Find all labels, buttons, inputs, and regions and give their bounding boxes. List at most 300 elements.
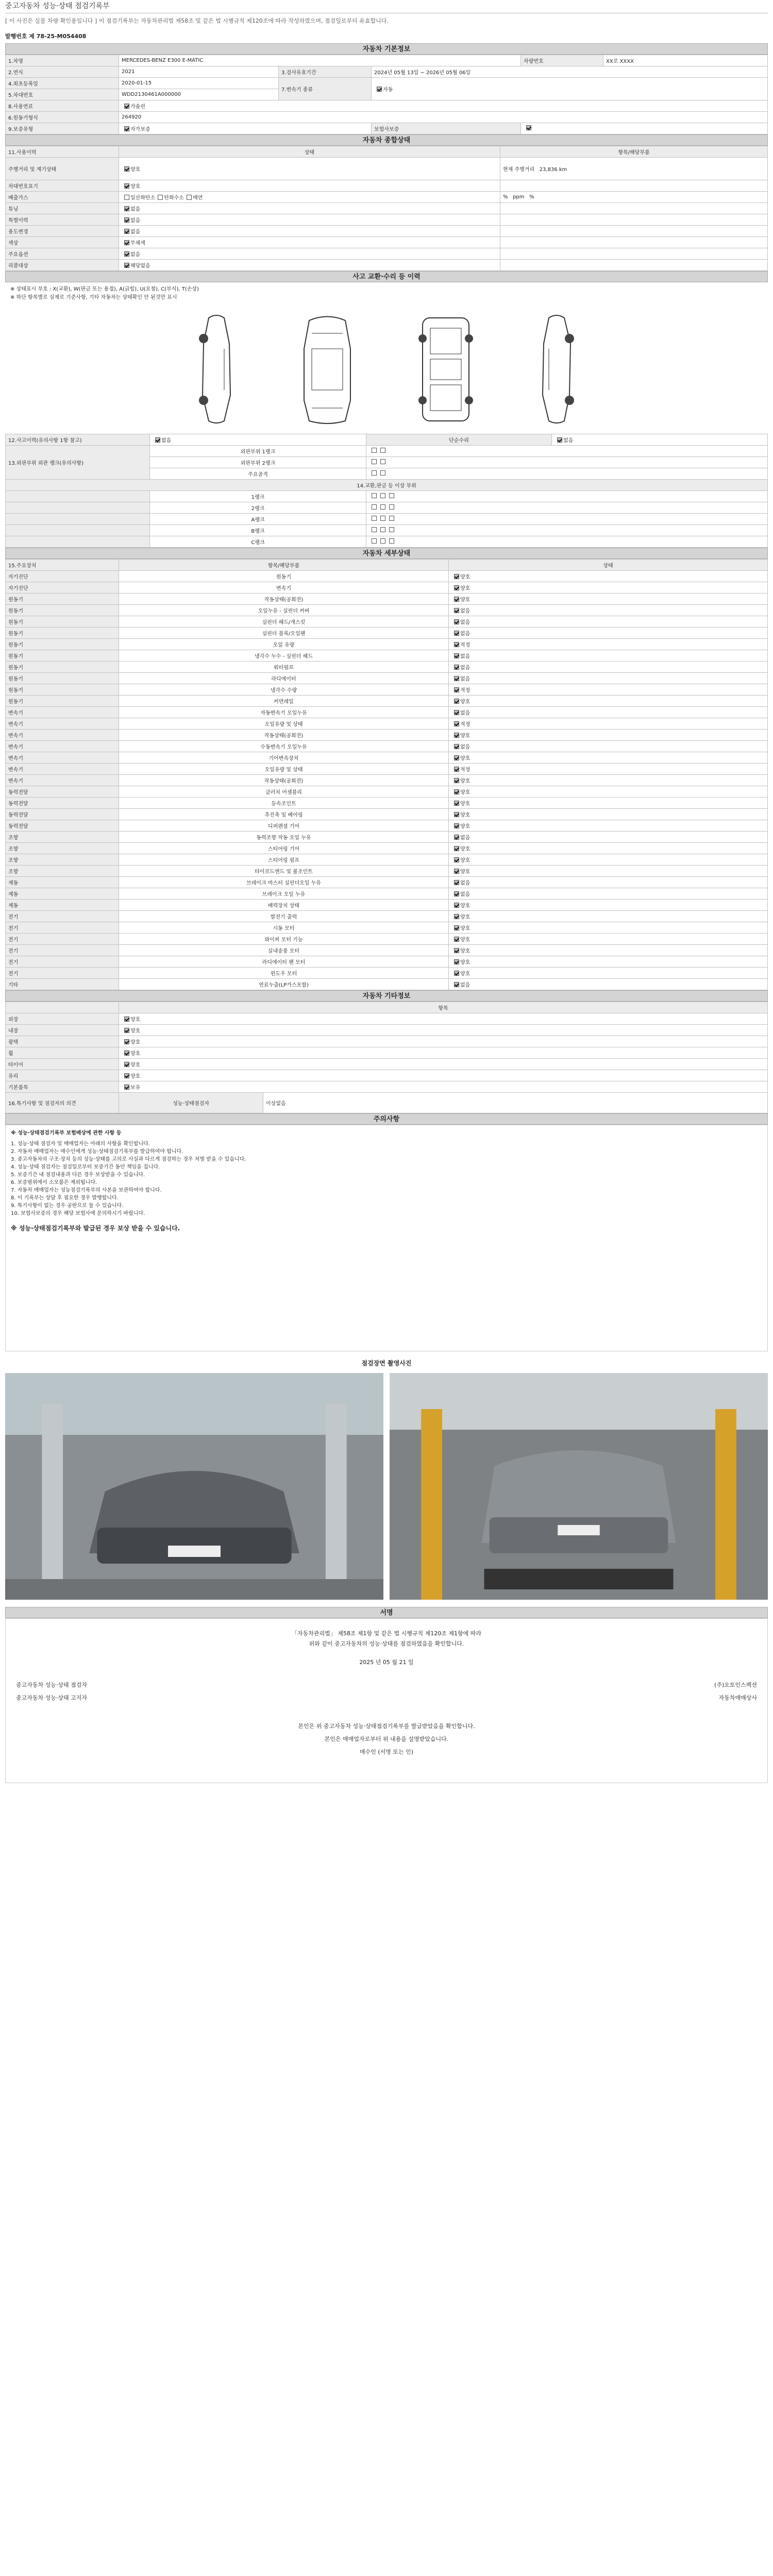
table-row [6,605,768,616]
row-group: 조향 [6,832,119,843]
section-overall-status: 자동차 종합상태 [5,134,768,146]
checkbox-icon [454,982,459,987]
row-status [449,684,768,696]
table-row [6,922,768,934]
label: C랭크 [150,536,366,548]
status-text: 없음 [460,835,470,841]
status-text: 양호 [460,903,470,909]
label: 주행거리 및 계기상태 [6,158,119,180]
table-row [6,934,768,945]
row-item: 자동변속기 오일누유 [119,707,449,718]
row-item: 워터펌프 [119,662,449,673]
row-status [449,843,768,854]
row-status [449,820,768,832]
row-item: 윈도우 모터 [119,968,449,979]
car-bottom-view-icon [415,313,477,426]
value: 없음 [119,226,500,237]
row-item: 브레이크 마스터 실린더오일 누유 [119,877,449,888]
caution-item: 7. 자동차 매매업자는 성능점검기록부의 사본을 보관하여야 합니다. [11,1188,162,1193]
value: 없음 [119,203,500,214]
label: 항목/해당부품 [500,146,768,158]
row-group: 변속기 [6,730,119,741]
table-row [6,820,768,832]
row-item: 동력조향 작동 오일 누유 [119,832,449,843]
checkbox-icon [454,608,459,613]
row-status [449,888,768,900]
status-text: 적정 [460,642,470,648]
row-item: 오일 유량 [119,639,449,650]
row-item: 브레이크 오일 누유 [119,888,449,900]
status-text: 없음 [460,631,470,637]
value: % ppm % [500,192,768,203]
photos-title: 점검장면 촬영사진 [361,1360,412,1367]
checkbox-icon [454,971,459,976]
value: 양호 [119,158,500,180]
value: 2024년 05월 13일 ~ 2026년 05월 06일 [372,66,768,78]
checkbox-icon [454,903,459,908]
row-group: 변속기 [6,718,119,730]
table-row [6,730,768,741]
caution-item: 9. 특기사항이 없는 경우 공란으로 둘 수 있습니다. [11,1203,124,1209]
checkbox-icon [454,914,459,919]
page-title: 중고자동차 성능·상태 점검기록부 [5,2,110,10]
value: 없음 [150,434,366,446]
status-text: 양호 [460,914,470,920]
checkbox-icon [454,880,459,885]
row-group: 기타 [6,979,119,990]
table-row [6,888,768,900]
label: 보험사보증 [372,123,521,134]
section-other-info: 자동차 기타정보 [5,990,768,1002]
caution-item: 4. 성능·상태 점검자는 점검일로부터 보증기간 동안 책임을 집니다. [11,1164,160,1170]
row-status [449,866,768,877]
table-row [6,741,768,752]
label: 외판부위 1랭크 [150,446,366,457]
label: 휠 [6,1047,119,1059]
row-item: 추진축 및 베어링 [119,809,449,820]
row-item: 기어변속장치 [119,752,449,764]
row-group: 제동 [6,900,119,911]
label: 특별이력 [6,214,119,226]
legend-text: ※ 상태표시 부호 : X(교환), W(판금 또는 용접), A(긁힘), U(요철), C(부식), T(손상) ※ 하단 항목별로 실제로 기준사항, 기타 자동차는 상태확인 안 된것만 표시 [10,286,199,300]
signer-label: 중고자동차 성능·상태 고지자 [16,1694,88,1701]
car-left-view-icon [193,313,240,426]
row-status [449,741,768,752]
row-group: 전기 [6,968,119,979]
table-row [6,775,768,786]
status-text: 양호 [460,948,470,954]
caution-item: 8. 이 기록부는 상담 후 필요한 경우 발행합니다. [11,1195,119,1201]
row-group: 조향 [6,854,119,866]
checkbox-icon [454,653,459,658]
row-status [449,605,768,616]
sign-text: 위와 같이 중고자동차의 성능·상태를 점검하였음을 확인합니다. [309,1640,464,1647]
label: 5.차대번호 [6,89,119,100]
label: 15.주요장치 [6,560,119,571]
checkbox-icon [454,925,459,930]
status-text: 양호 [460,824,470,829]
row-status [449,594,768,605]
page-header [5,0,768,13]
row-item: 작동상태(공회전) [119,730,449,741]
row-item: 실린더 블록/오일팬 [119,628,449,639]
row-status [449,922,768,934]
value: 양호 [119,180,500,192]
table-row [6,877,768,888]
row-item: 스티어링 펌프 [119,854,449,866]
label: 7.변속기 종류 [279,78,372,100]
checkbox-icon [454,619,459,624]
label: 주요골격 [150,468,366,480]
table-row [6,752,768,764]
caution-heading-2: ※ 성능·상태점검기록부와 발급된 경우 보상 받을 수 있습니다. [11,1225,180,1232]
label: 16.특기사항 및 점검자의 의견 [6,1093,119,1113]
sign-date: 2025 년 05 월 21 일 [359,1659,414,1666]
table-row [6,900,768,911]
row-group: 동력전달 [6,809,119,820]
table-row [6,696,768,707]
value: 없음 [119,214,500,226]
inspection-photos [5,1373,768,1600]
label: 내장 [6,1025,119,1036]
checkbox-icon [454,778,459,783]
row-status [449,764,768,775]
row-item: 작동상태(공회전) [119,594,449,605]
row-item: 시동 모터 [119,922,449,934]
row-status [449,571,768,582]
label: 외판부위 2랭크 [150,457,366,468]
status-text: 양호 [460,960,470,965]
row-item: 라디에이터 팬 모터 [119,956,449,968]
status-text: 양호 [460,926,470,931]
row-group: 제동 [6,888,119,900]
row-item: 스티어링 기어 [119,843,449,854]
sign-text: 본인은 위 중고자동차 성능·상태점검기록부를 발급받았음을 확인합니다. [298,1723,475,1730]
car-right-view-icon [533,313,580,426]
table-row [6,786,768,798]
status-text: 양호 [460,586,470,591]
checkbox-icon [454,801,459,806]
checkbox-icon [454,574,459,579]
row-status [449,582,768,594]
checkbox-icon [454,687,459,692]
value: 없음 [552,434,768,446]
table-row [6,707,768,718]
row-status [449,809,768,820]
table-row [6,650,768,662]
row-group: 전기 [6,956,119,968]
status-text: 양호 [460,846,470,852]
row-group: 원동기 [6,605,119,616]
status-text: 양호 [460,778,470,784]
table-row [6,684,768,696]
row-group: 원동기 [6,594,119,605]
row-status [449,730,768,741]
table-row [6,616,768,628]
label: 광택 [6,1036,119,1047]
label: 단순수리 [366,434,552,446]
status-text: 양호 [460,937,470,943]
label: 기본품목 [6,1081,119,1093]
label: 6.원동기형식 [6,112,119,123]
status-text: 적정 [460,722,470,727]
row-status [449,707,768,718]
signer-name: 자동차매매상사 [718,1694,757,1701]
label: A랭크 [150,514,366,525]
checkbox-icon [454,733,459,738]
sign-text: 본인은 매매업자로부터 위 내용을 설명받았습니다. [324,1736,449,1742]
status-text: 없음 [460,665,470,671]
label: B랭크 [150,525,366,536]
row-group: 자기진단 [6,571,119,582]
label: 색상 [6,237,119,248]
row-status [449,832,768,843]
row-group: 원동기 [6,650,119,662]
label: 배출가스 [6,192,119,203]
value: 264920 [119,112,768,123]
accident-table [5,434,768,548]
basic-info-table [5,55,768,134]
value: WDD2130461A000000 [119,89,279,100]
label: 2랭크 [150,502,366,514]
row-group: 원동기 [6,684,119,696]
row-status [449,662,768,673]
label: 9.보증유형 [6,123,119,134]
status-text: 없음 [460,880,470,886]
table-row [6,639,768,650]
row-status [449,650,768,662]
row-item: 수동변속기 오일누유 [119,741,449,752]
row-group: 변속기 [6,764,119,775]
value: 현재 주행거리 23,836 km [500,158,768,180]
checkbox-icon [454,631,459,636]
label: 유리 [6,1070,119,1081]
checkbox-icon [454,767,459,772]
row-group: 동력전달 [6,820,119,832]
caution-heading: ※ 성능·상태점검기록부 보험배상에 관한 사항 등 [11,1130,122,1136]
section-detail-status: 자동차 세부상태 [5,548,768,559]
table-row [6,832,768,843]
checkbox-icon [454,676,459,681]
row-item: 연료누출(LP가스포함) [119,979,449,990]
table-row [6,968,768,979]
value: 자동 [372,78,768,100]
label: 상태 [449,560,768,571]
row-group: 원동기 [6,662,119,673]
label: 차량번호 [521,55,603,66]
label: 차대번호표기 [6,180,119,192]
row-item: 실내송풍 모터 [119,945,449,956]
row-group: 원동기 [6,696,119,707]
row-status [449,934,768,945]
value: 해당없음 [119,260,500,271]
checkbox-icon [454,585,459,590]
label: 상태 [119,146,500,158]
status-text: 없음 [460,654,470,659]
label: 성능·상태점검자 [119,1093,263,1113]
value: 이상없음 [263,1093,768,1113]
row-status [449,854,768,866]
table-row [6,764,768,775]
table-row [6,673,768,684]
caution-item: 2. 자동차 매매업자는 매수인에게 성능·상태점검기록부를 발급하여야 합니다. [11,1149,183,1155]
row-item: 와이퍼 모터 기능 [119,934,449,945]
value: 가솔린 [119,100,768,112]
row-item: 배력장치 상태 [119,900,449,911]
label: 튜닝 [6,203,119,214]
label: 12.사고이력(유의사항 1항 참고) [6,434,150,446]
notice-text: [ 이 사진은 실물 차량 확인용입니다 ] 이 점검기록부는 자동차관리법 제58조 및 같은 법 시행규칙 제120조에 따라 작성하였으며, 점검일로부터 유효합니다. [5,18,389,24]
label: 4.최초등록일 [6,78,119,89]
status-text: 양호 [460,699,470,705]
row-group: 조향 [6,866,119,877]
row-status [449,968,768,979]
overall-status-table [5,146,768,271]
status-text: 양호 [460,812,470,818]
checkbox-icon [454,846,459,851]
section-cautions: 주의사항 [5,1113,768,1125]
status-text: 없음 [460,676,470,682]
row-item: 냉각수 누수 - 실린더 헤드 [119,650,449,662]
row-status [449,877,768,888]
status-text: 적정 [460,688,470,693]
signer-name: (주)오토인스펙션 [714,1682,757,1688]
caution-box [5,1125,768,1351]
row-group: 동력전달 [6,798,119,809]
table-row [6,911,768,922]
row-status [449,979,768,990]
row-item: 타이로드엔드 및 볼조인트 [119,866,449,877]
other-info-table: 항목 외장 양호 내장 양호 광택 양호 휠 양호 타이어 양호 유리 양호 기본품목 보유 16.특기사항 및 점검자의 의견 성능·상태점검자 이상없음 [5,1002,768,1113]
row-status [449,673,768,684]
status-text: 적정 [460,767,470,773]
status-text: 없음 [460,982,470,988]
label: 외장 [6,1013,119,1025]
section-signature: 서명 [5,1607,768,1618]
row-group: 전기 [6,934,119,945]
signature-box [5,1618,768,1783]
status-text: 양호 [460,801,470,807]
checkbox-icon [454,642,459,647]
status-text: 양호 [460,790,470,795]
label: 8.사용연료 [6,100,119,112]
value [521,123,768,134]
row-group: 원동기 [6,673,119,684]
table-row [6,809,768,820]
checkbox-icon [454,699,459,704]
row-group: 변속기 [6,707,119,718]
row-status [449,798,768,809]
row-group: 변속기 [6,741,119,752]
record-page [5,0,768,1783]
table-row [6,956,768,968]
value: 무채색 [119,237,500,248]
row-status [449,616,768,628]
row-group: 원동기 [6,616,119,628]
row-item: 라디에이터 [119,673,449,684]
row-item: 실린더 헤드/개스킷 [119,616,449,628]
label: 주요옵션 [6,248,119,260]
parts-title: 14.교환,판금 등 이상 부위 [6,480,768,491]
checkbox-icon [454,891,459,896]
row-group: 변속기 [6,752,119,764]
row-item: 발전기 출력 [119,911,449,922]
checkbox-icon [454,744,459,749]
row-item: 디퍼렌셜 기어 [119,820,449,832]
checkbox-icon [454,869,459,874]
table-row [6,843,768,854]
row-group: 원동기 [6,639,119,650]
row-status [449,718,768,730]
status-text: 없음 [460,892,470,897]
buyer-sign: 매수인 (서명 또는 인) [359,1749,414,1755]
label: 리콜대상 [6,260,119,271]
row-status [449,945,768,956]
row-group: 전기 [6,911,119,922]
checkbox-icon [454,597,459,602]
row-item: 오일유량 및 상태 [119,718,449,730]
row-item: 등속조인트 [119,798,449,809]
checkbox-icon [454,959,459,964]
row-item: 클러치 어셈블리 [119,786,449,798]
row-status [449,696,768,707]
value: 2021 [119,66,279,78]
table-row [6,979,768,990]
row-status [449,628,768,639]
status-text: 양호 [460,971,470,977]
value: XX로 XXXX [603,55,768,66]
value: MERCEDES-BENZ E300 E-MATIC [119,55,521,66]
table-row [6,571,768,582]
label: 타이어 [6,1059,119,1070]
table-row [6,945,768,956]
status-text: 양호 [460,733,470,739]
status-text: 양호 [460,858,470,863]
row-item: 오일누유 - 실린더 커버 [119,605,449,616]
checkbox-icon [454,665,459,670]
row-group: 동력전달 [6,786,119,798]
inspection-photo-rear-icon [390,1373,768,1600]
row-group: 전기 [6,922,119,934]
row-group: 제동 [6,877,119,888]
row-status [449,786,768,798]
row-group: 변속기 [6,775,119,786]
label: 1랭크 [150,491,366,502]
row-item: 오일유량 및 상태 [119,764,449,775]
status-text: 양호 [460,574,470,580]
table-row [6,594,768,605]
row-status [449,639,768,650]
label: 11.사용이력 [6,146,119,158]
status-text: 없음 [460,710,470,716]
status-text: 없음 [460,608,470,614]
row-status [449,956,768,968]
car-top-view-icon [296,313,358,426]
signer-label: 중고자동차 성능·상태 점검자 [16,1682,88,1688]
table-row [6,854,768,866]
value: 일산화탄소 탄화수소 매연 [119,192,500,203]
label: 2.연식 [6,66,119,78]
row-group: 원동기 [6,628,119,639]
table-row [6,662,768,673]
label: 3.검사유효기간 [279,66,372,78]
caution-item: 10. 보험사보증의 경우 해당 보험사에 문의하시기 바랍니다. [11,1211,145,1216]
checkbox-icon [454,812,459,817]
row-status [449,900,768,911]
status-text: 양호 [460,869,470,875]
checkbox-icon [454,710,459,715]
caution-item: 5. 보증기간 내 점검내용과 다른 경우 보상받을 수 있습니다. [11,1172,145,1178]
